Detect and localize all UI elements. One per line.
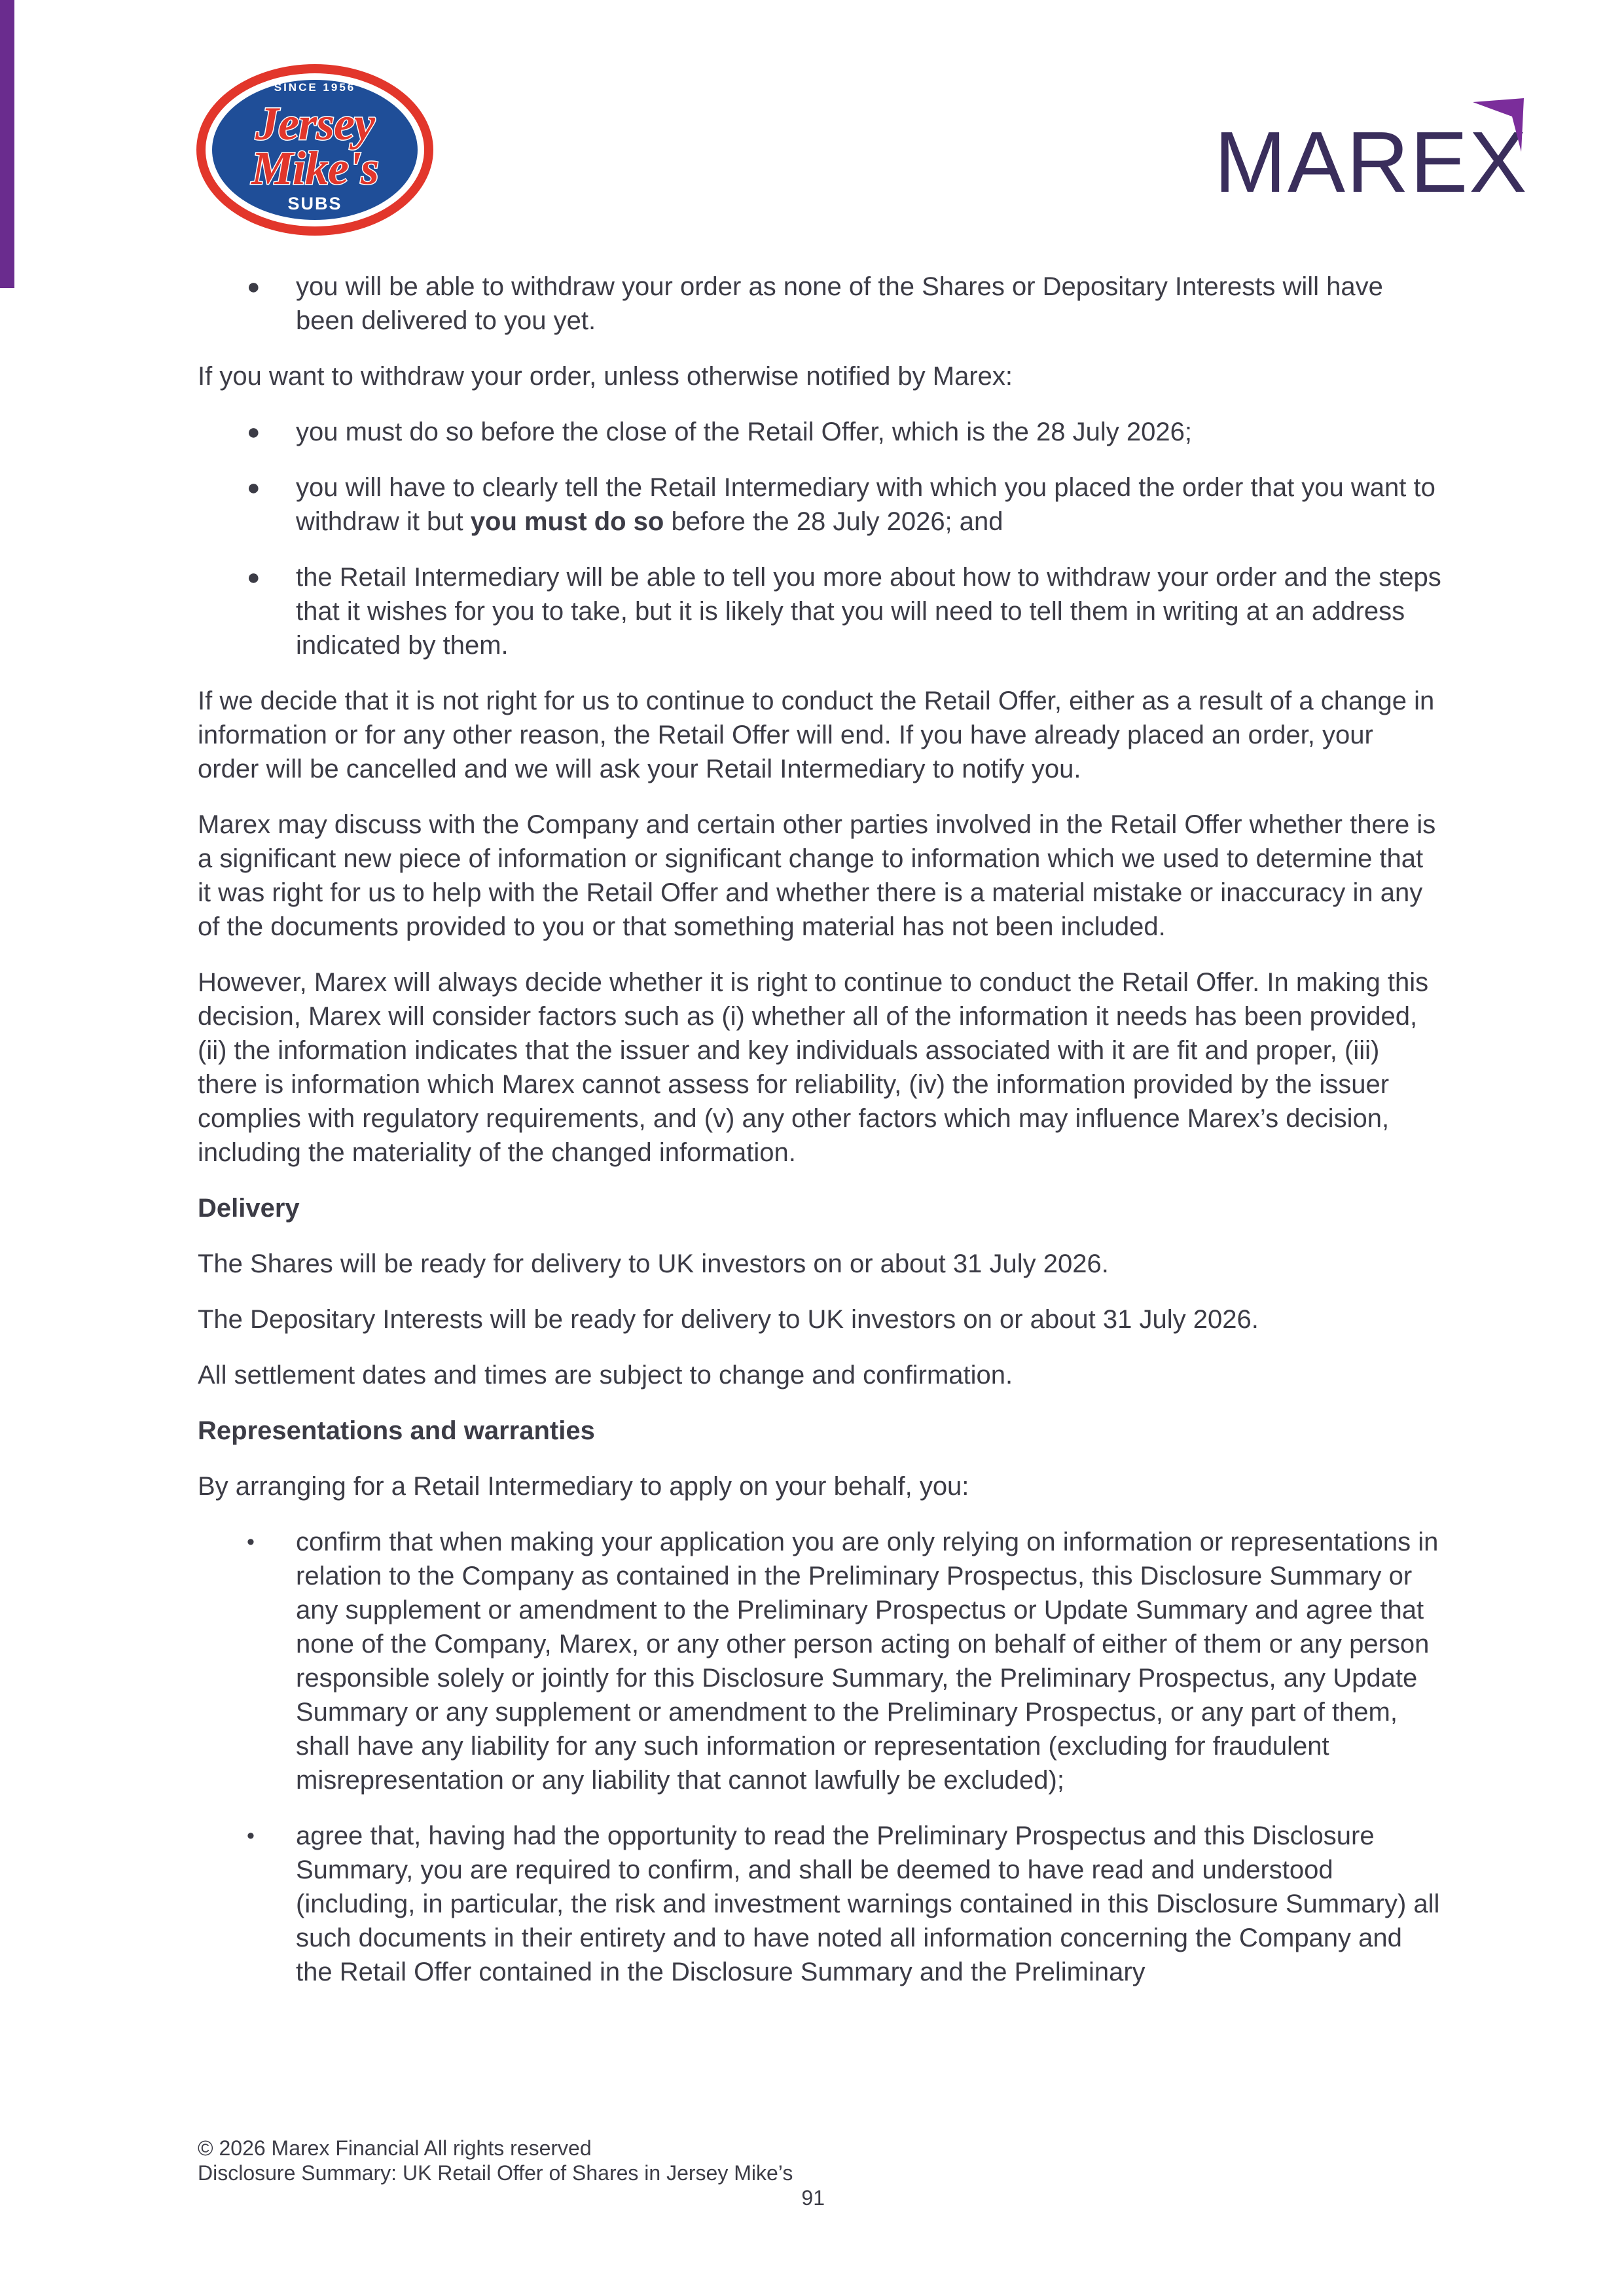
paragraph: All settlement dates and times are subject to change and confirmation.: [198, 1361, 1013, 1390]
list-item: ● you will have to clearly tell the Retail Intermediary with which you placed the order that you want to withdraw it but you must do so before the 28 July 2026; and: [198, 471, 1441, 539]
document-body: [198, 270, 1441, 2011]
list-item: • agree that, having had the opportunity to read the Preliminary Prospectus and this Disclosure Summary, you are required to confirm, and shall be deemed to have read and understood (including, in particular, the risk and investment warnings contained in this Disclosure Summary) all such documents in their entirety and to have noted all information concerning the Company and the Retail Offer contained in the Disclosure Summary and the Preliminary: [198, 1819, 1441, 1989]
logo-subs-text: SUBS: [287, 194, 342, 213]
jersey-mikes-logo: [196, 64, 433, 236]
bullet-list-2: [198, 415, 1441, 662]
bullet-list-3: [198, 1525, 1441, 1989]
bullet-icon: ●: [247, 565, 261, 590]
marex-logo: [1214, 98, 1528, 210]
accent-bar: [0, 0, 14, 288]
page-footer: [198, 2136, 826, 2210]
list-item: ● the Retail Intermediary will be able to tell you more about how to withdraw your order and the steps that it wishes for you to take, but it is likely that you will need to tell them in writing at an address indicated by them.: [198, 560, 1441, 662]
list-item: ● you will be able to withdraw your order as none of the Shares or Depositary Interests will have been delivered to you yet.: [198, 270, 1441, 338]
bullet-icon: •: [247, 1823, 255, 1848]
paragraph: Marex may discuss with the Company and certain other parties involved in the Retail Offer whether there is a significant new piece of information or significant change to information which we used to determine that it was right for us to help with the Retail Offer and whether there is a material mistake or inaccuracy in any of the documents provided to you or that something material has not been included.: [198, 810, 1436, 941]
paragraph: By arranging for a Retail Intermediary to apply on your behalf, you:: [198, 1472, 969, 1501]
section-heading-representations: Representations and warranties: [198, 1416, 595, 1445]
paragraph: The Shares will be ready for delivery to UK investors on or about 31 July 2026.: [198, 1249, 1109, 1278]
list-item: ● you must do so before the close of the Retail Offer, which is the 28 July 2026;: [198, 415, 1441, 449]
paragraph: If we decide that it is not right for us to continue to conduct the Retail Offer, either as a result of a change in information or for any other reason, the Retail Offer will end. If you have already placed an order, your order will be cancelled and we will ask your Retail Intermediary to notify you.: [198, 687, 1435, 783]
logo-since-text: SINCE 1956: [274, 81, 356, 94]
paragraph: The Depositary Interests will be ready for delivery to UK investors on or about 31 July 2026.: [198, 1305, 1259, 1334]
paragraph: If you want to withdraw your order, unless otherwise notified by Marex:: [198, 362, 1013, 391]
bullet-icon: ●: [247, 420, 261, 444]
footer-document-title: Disclosure Summary: UK Retail Offer of Shares in Jersey Mike’s: [198, 2161, 793, 2185]
footer-copyright: © 2026 Marex Financial All rights reserved: [198, 2136, 592, 2160]
marex-arrow-icon: [1473, 98, 1525, 157]
bullet-icon: ●: [247, 274, 261, 299]
list-item: • confirm that when making your application you are only relying on information or representations in relation to the Company as contained in the Preliminary Prospectus, this Disclosure Summary or any supplement or amendment to the Preliminary Prospectus or Update Summary and agree that none of the Company, Marex, or any other person acting on behalf of either of them or any person responsible solely or jointly for this Disclosure Summary, the Preliminary Prospectus, any Update Summary or any supplement or amendment to the Preliminary Prospectus, or any part of them, shall have any liability for any such information or representation (excluding for fraudulent misrepresentation or any liability that cannot lawfully be excluded);: [198, 1525, 1441, 1797]
bullet-list-1: [198, 270, 1441, 338]
page-number: 91: [801, 2186, 825, 2210]
section-heading-delivery: Delivery: [198, 1194, 300, 1223]
bullet-icon: ●: [247, 475, 261, 500]
emphasis-text: you must do so: [470, 507, 664, 536]
paragraph: However, Marex will always decide whether it is right to continue to conduct the Retail Offer. In making this decision, Marex will consider factors such as (i) whether all of the information it needs has been provided, (ii) the information indicates that the issuer and key individuals associated with it are fit and proper, (iii) there is information which Marex cannot assess for reliability, (iv) the information provided by the issuer complies with regulatory requirements, and (v) any other factors which may influence Marex’s decision, including the materiality of the changed information.: [198, 968, 1429, 1167]
logo-word-jersey: Jersey: [255, 98, 374, 150]
marex-wordmark: MAREX: [1214, 114, 1528, 210]
bullet-icon: •: [247, 1530, 255, 1554]
logo-word-mikes: Mike's: [251, 142, 378, 194]
